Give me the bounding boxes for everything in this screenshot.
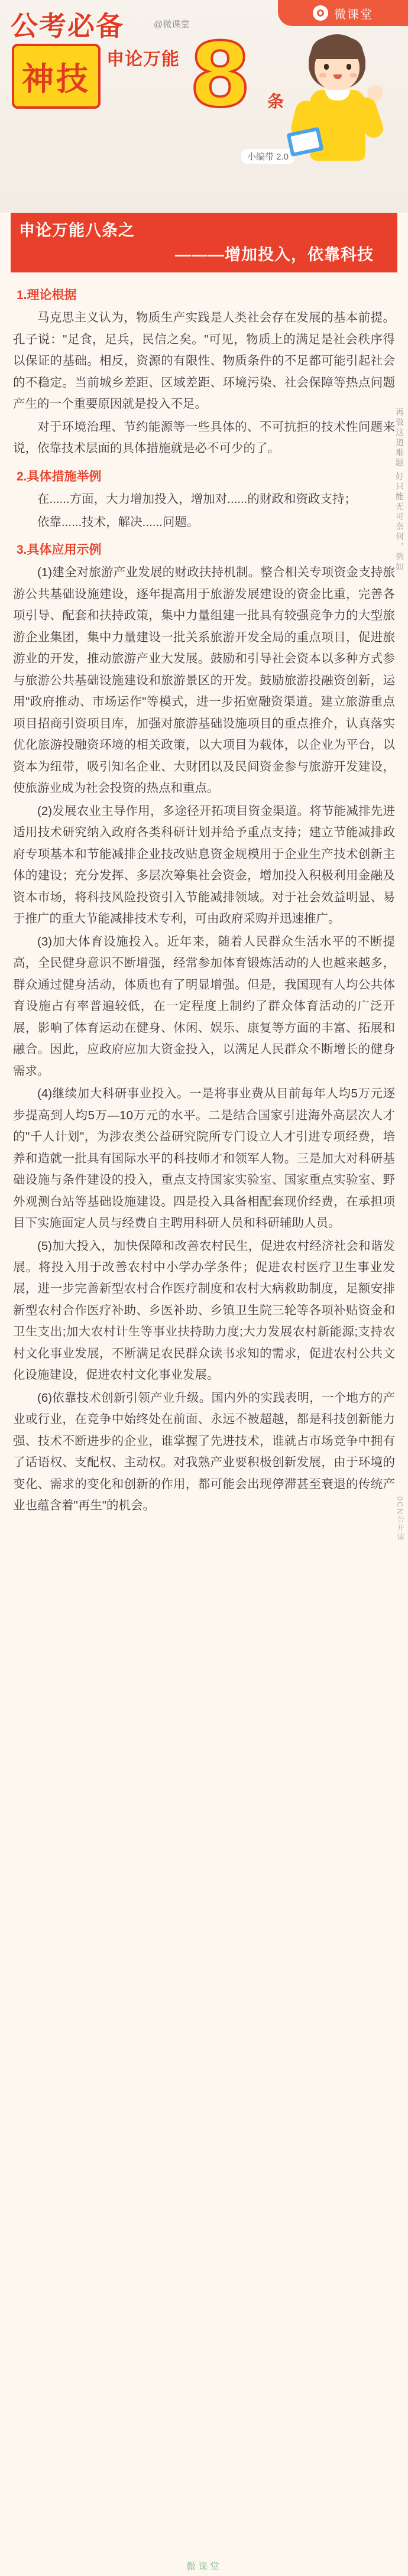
- wechat-handle: @微课堂: [154, 20, 190, 30]
- badge-shenji-label: 神技: [22, 60, 90, 98]
- section-heading: 2.具体措施举例: [17, 469, 102, 483]
- article-title-line2: ———增加投入，依靠科技: [175, 245, 374, 264]
- paragraph: 依靠......技术，解决......问题。: [37, 515, 199, 529]
- article-title: [11, 213, 397, 272]
- paragraph: (4)继续加大科研事业投入。一是将事业费从目前每年人均5万元逐步提高到人均5万—10万元的水平。二是结合国家引进海外高层次人才的"千人计划"，为涉农类公益研究院所专门设立人才引进专项经费，培养和造就一批具有国际水平的科技师才和领军人物。三是加大对科研基础设施与条件建设的投入，重点支持国家实验室、国家重点实验室、野外观测台站等基础设施建设。四是投入具备相配套现价经费，在承担项目下实施面定人员与经费自主聘用科研人员和科研辅助人员。: [13, 1087, 395, 1230]
- paragraph: (3)加大体育设施投入。近年来，随着人民群众生活水平的不断提高，全民健身意识不断增强，经常参加体育锻炼活动的人也越来越多，群众通过健身活动，体质也有了明显增强。但是，我国现有人均公共体育设施占有率普遍较低，在一定程度上制约了群众体育活动的广泛开展，影响了体育运动在健身、休闲、娱乐、康复等方面的丰富、拓展和融合。因此，应政府应加大资金投入，以满足人民群众不断增长的健身需求。: [13, 934, 395, 1078]
- paragraph: 在......方面，大力增加投入，增加对......的财政和资政支持；: [37, 492, 357, 506]
- side-note-watermark: 0CN公开课: [396, 1496, 404, 1542]
- section-heading: 1.理论根据: [17, 288, 77, 302]
- paragraph: (5)加大投入，加快保障和改善农村民生，促进农村经济社会和谐发展。将投入用于改善农村中小学办学条件；促进农村医疗卫生事业发展，进一步完善新型农村合作医疗制度和农村大病救助制度，足额安排新型农村合作医疗补助、乡医补助、乡镇卫生院三轮等各项补贴资金和卫生支出;加大农村计生等事业扶持助力度;大力发展农村新能源;支持农村文化事业发展，不断满足农民群众读书求知的需求，促进农村公共文化设施建设，促进农村文化事业发展。: [13, 1239, 395, 1382]
- small-note: 小编带 2.0: [241, 149, 294, 164]
- side-note-vertical: 再做这道难题 好只能无可奈何，例如: [395, 408, 404, 573]
- brand-bar: [278, 0, 408, 26]
- footer-brand: 微课堂: [186, 2562, 222, 2572]
- badge-subtitle: 申论万能: [106, 50, 180, 69]
- paragraph: (6)依靠技术创新引领产业升级。国内外的实践表明，一个地方的产业或行业，在竞争中始终处在前面、永远不被超越，都是科技创新能力强、技术不断进步的企业，谁掌握了先进技术，谁就占市场竞争中拥有了话语权、支配权、主动权。对我熟产业要积极创新发展，由于环境的变化、需求的变化和创新的作用，都可能会出现停滞甚至衰退的传统产业也蕴含着"再生"的机会。: [13, 1391, 395, 1513]
- badge-shenji: [12, 44, 101, 109]
- article-title-line1: 申论万能八条之: [19, 222, 135, 239]
- page-title: 公考必备: [11, 10, 124, 42]
- paragraph: 马克思主义认为，物质生产实践是人类社会存在发展的基本前提。孔子说："足食，足兵，民信之矣。"可见，物质上的满足是社会秩序得以保证的基础。相反，资源的有限性、物质条件的不足都可能引起社会的不稳定。当前城乡差距、区域差距、环境污染、社会保障等热点问题产生的一个重要原因就是投入不足。: [13, 311, 395, 411]
- article-body: [11, 213, 404, 1560]
- header-banner: [0, 0, 408, 213]
- paragraph: (1)建全对旅游产业发展的财政扶持机制。整合相关专项资金支持旅游公共基础设施建设，逐年提高用于旅游发展建设的资金比重，完善各项引导、配套和扶持政策，集中力量组建一批具有较强竞争力的大型旅游企业集团，集中力量建设一批关系旅游开发全局的重点项目，促进旅游业的开发，推动旅游产业大发展。鼓励和引导社会资本以多种方式参与旅游公共基础设施建设和旅游景区的开发。鼓励旅游投融资创新，运用"政府推动、市场运作"等模式，进一步拓宽融资渠道。建立旅游重点项目招商引资项目库，加强对旅游基础设施项目的重点推介，认真落实优化旅游投融资环境的相关政策，以大项目为载体，以企业为平台，以资本为纽带，吸引知名企业、大财团以及民间资金参与旅游开发建设，使旅游业成为社会投资的热点和重点。: [13, 566, 395, 795]
- section-heading: 3.具体应用示例: [17, 543, 102, 557]
- circle-logo-icon: [313, 5, 328, 21]
- brand-name: 微课堂: [334, 8, 373, 21]
- paragraph: (2)发展农业主导作用，多途径开拓项目资金渠道。将节能减排先进适用技术研究纳入政府各类科研计划并给予重点支持；建立节能减排政府专项基本和节能减排企业技改贴息资金规模用于企业生产技术创新主体的建设；充分发挥、多层次筹集社会资金，增加投入积极利用金融及资本市场，将科技风险投资引入节能减排领域。对于社会效益明显、易于推广的重大节能减排技术专利，可由政府采购并迅速推广。: [13, 804, 395, 926]
- article-content: [11, 272, 397, 1517]
- paragraph: 对于环境治理、节约能源等一些具体的、不可抗拒的技术性问题来说，依靠技术层面的具体措施就是必不可少的了。: [13, 420, 395, 456]
- badge-unit: 条: [267, 92, 284, 111]
- badge-number: 8: [189, 24, 251, 127]
- girl-illustration-icon: [285, 31, 391, 178]
